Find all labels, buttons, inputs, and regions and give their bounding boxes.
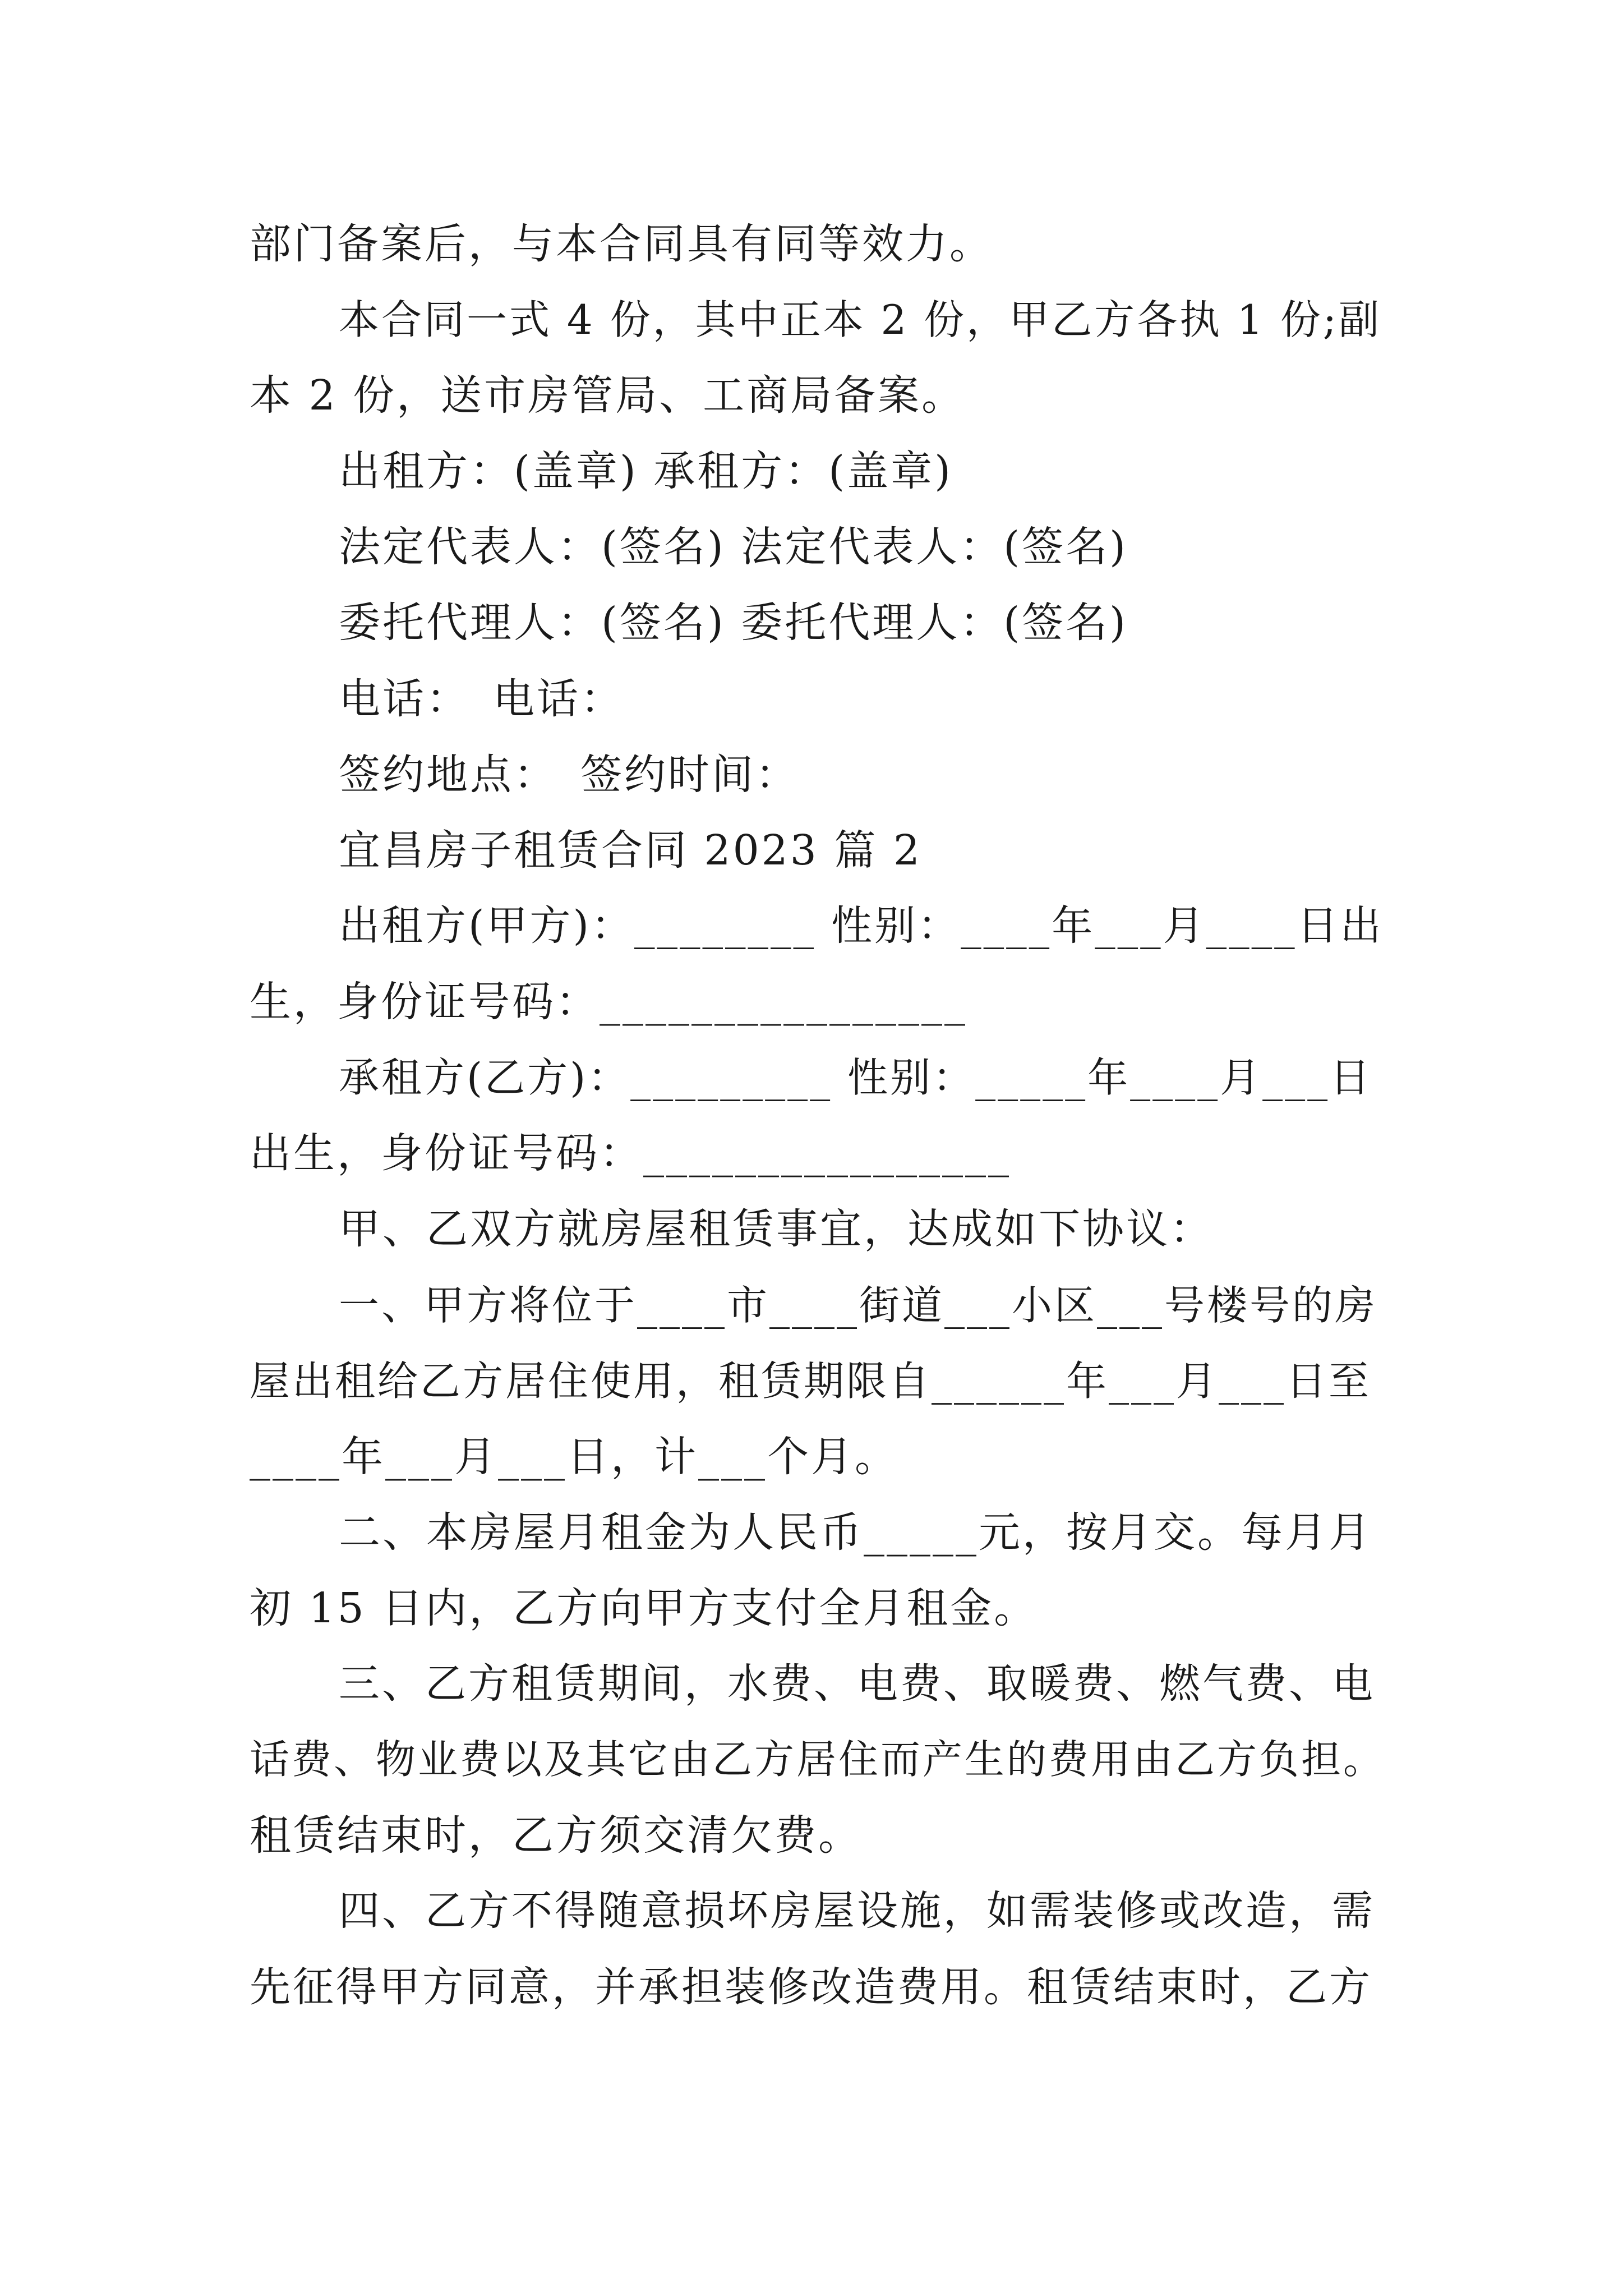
text-line: 委托代理人：(签名) 委托代理人：(签名) — [339, 599, 1128, 647]
text-line: 话费、物业费以及其它由乙方居住而产生的费用由乙方负担。 — [250, 1736, 1386, 1783]
text-line: 四、乙方不得随意损坏房屋设施，如需装修或改造，需 — [339, 1887, 1375, 1935]
text-line: 出租方：(盖章) 承租方：(盖章) — [339, 447, 953, 495]
text-line: ____年___月___日，计___个月。 — [250, 1433, 898, 1481]
text-line: 三、乙方租赁期间，水费、电费、取暖费、燃气费、电 — [339, 1660, 1375, 1708]
text-line: 法定代表人：(签名) 法定代表人：(签名) — [339, 523, 1128, 571]
text-line: 一、甲方将位于____市____街道___小区___号楼号的房 — [339, 1282, 1378, 1329]
text-line: 本 2 份，送市房管局、工商局备案。 — [250, 371, 966, 420]
text-line: 初 15 日内，乙方向甲方支付全月租金。 — [250, 1584, 1038, 1632]
text-line: 承租方(乙方)：_________ 性别：_____年____月___日 — [339, 1054, 1373, 1101]
text-line: 甲、乙双方就房屋租赁事宜，达成如下协议： — [339, 1205, 1214, 1253]
section-title: 宜昌房子租赁合同 2023 篇 2 — [339, 826, 922, 875]
text-line: 租赁结束时，乙方须交清欠费。 — [250, 1811, 862, 1860]
text-line: 电话： 电话： — [339, 675, 624, 723]
text-line: 本合同一式 4 份，其中正本 2 份，甲乙方各执 1 份;副 — [339, 296, 1382, 343]
text-line: 出生，身份证号码：________________ — [250, 1129, 1011, 1177]
text-line: 二、本房屋月租金为人民币_____元，按月交。每月月 — [339, 1508, 1372, 1557]
text-line: 出租方(甲方)：________ 性别：____年___月____日出 — [339, 902, 1384, 950]
text-line: 先征得甲方同意，并承担装修改造费用。租赁结束时，乙方 — [250, 1963, 1372, 2011]
text-line: 部门备案后，与本合同具有同等效力。 — [250, 220, 993, 268]
text-line: 生，身份证号码：________________ — [250, 978, 967, 1026]
text-line: 签约地点： 签约时间： — [339, 751, 799, 799]
text-line: 屋出租给乙方居住使用，租赁期限自______年___月___日至 — [250, 1358, 1372, 1405]
